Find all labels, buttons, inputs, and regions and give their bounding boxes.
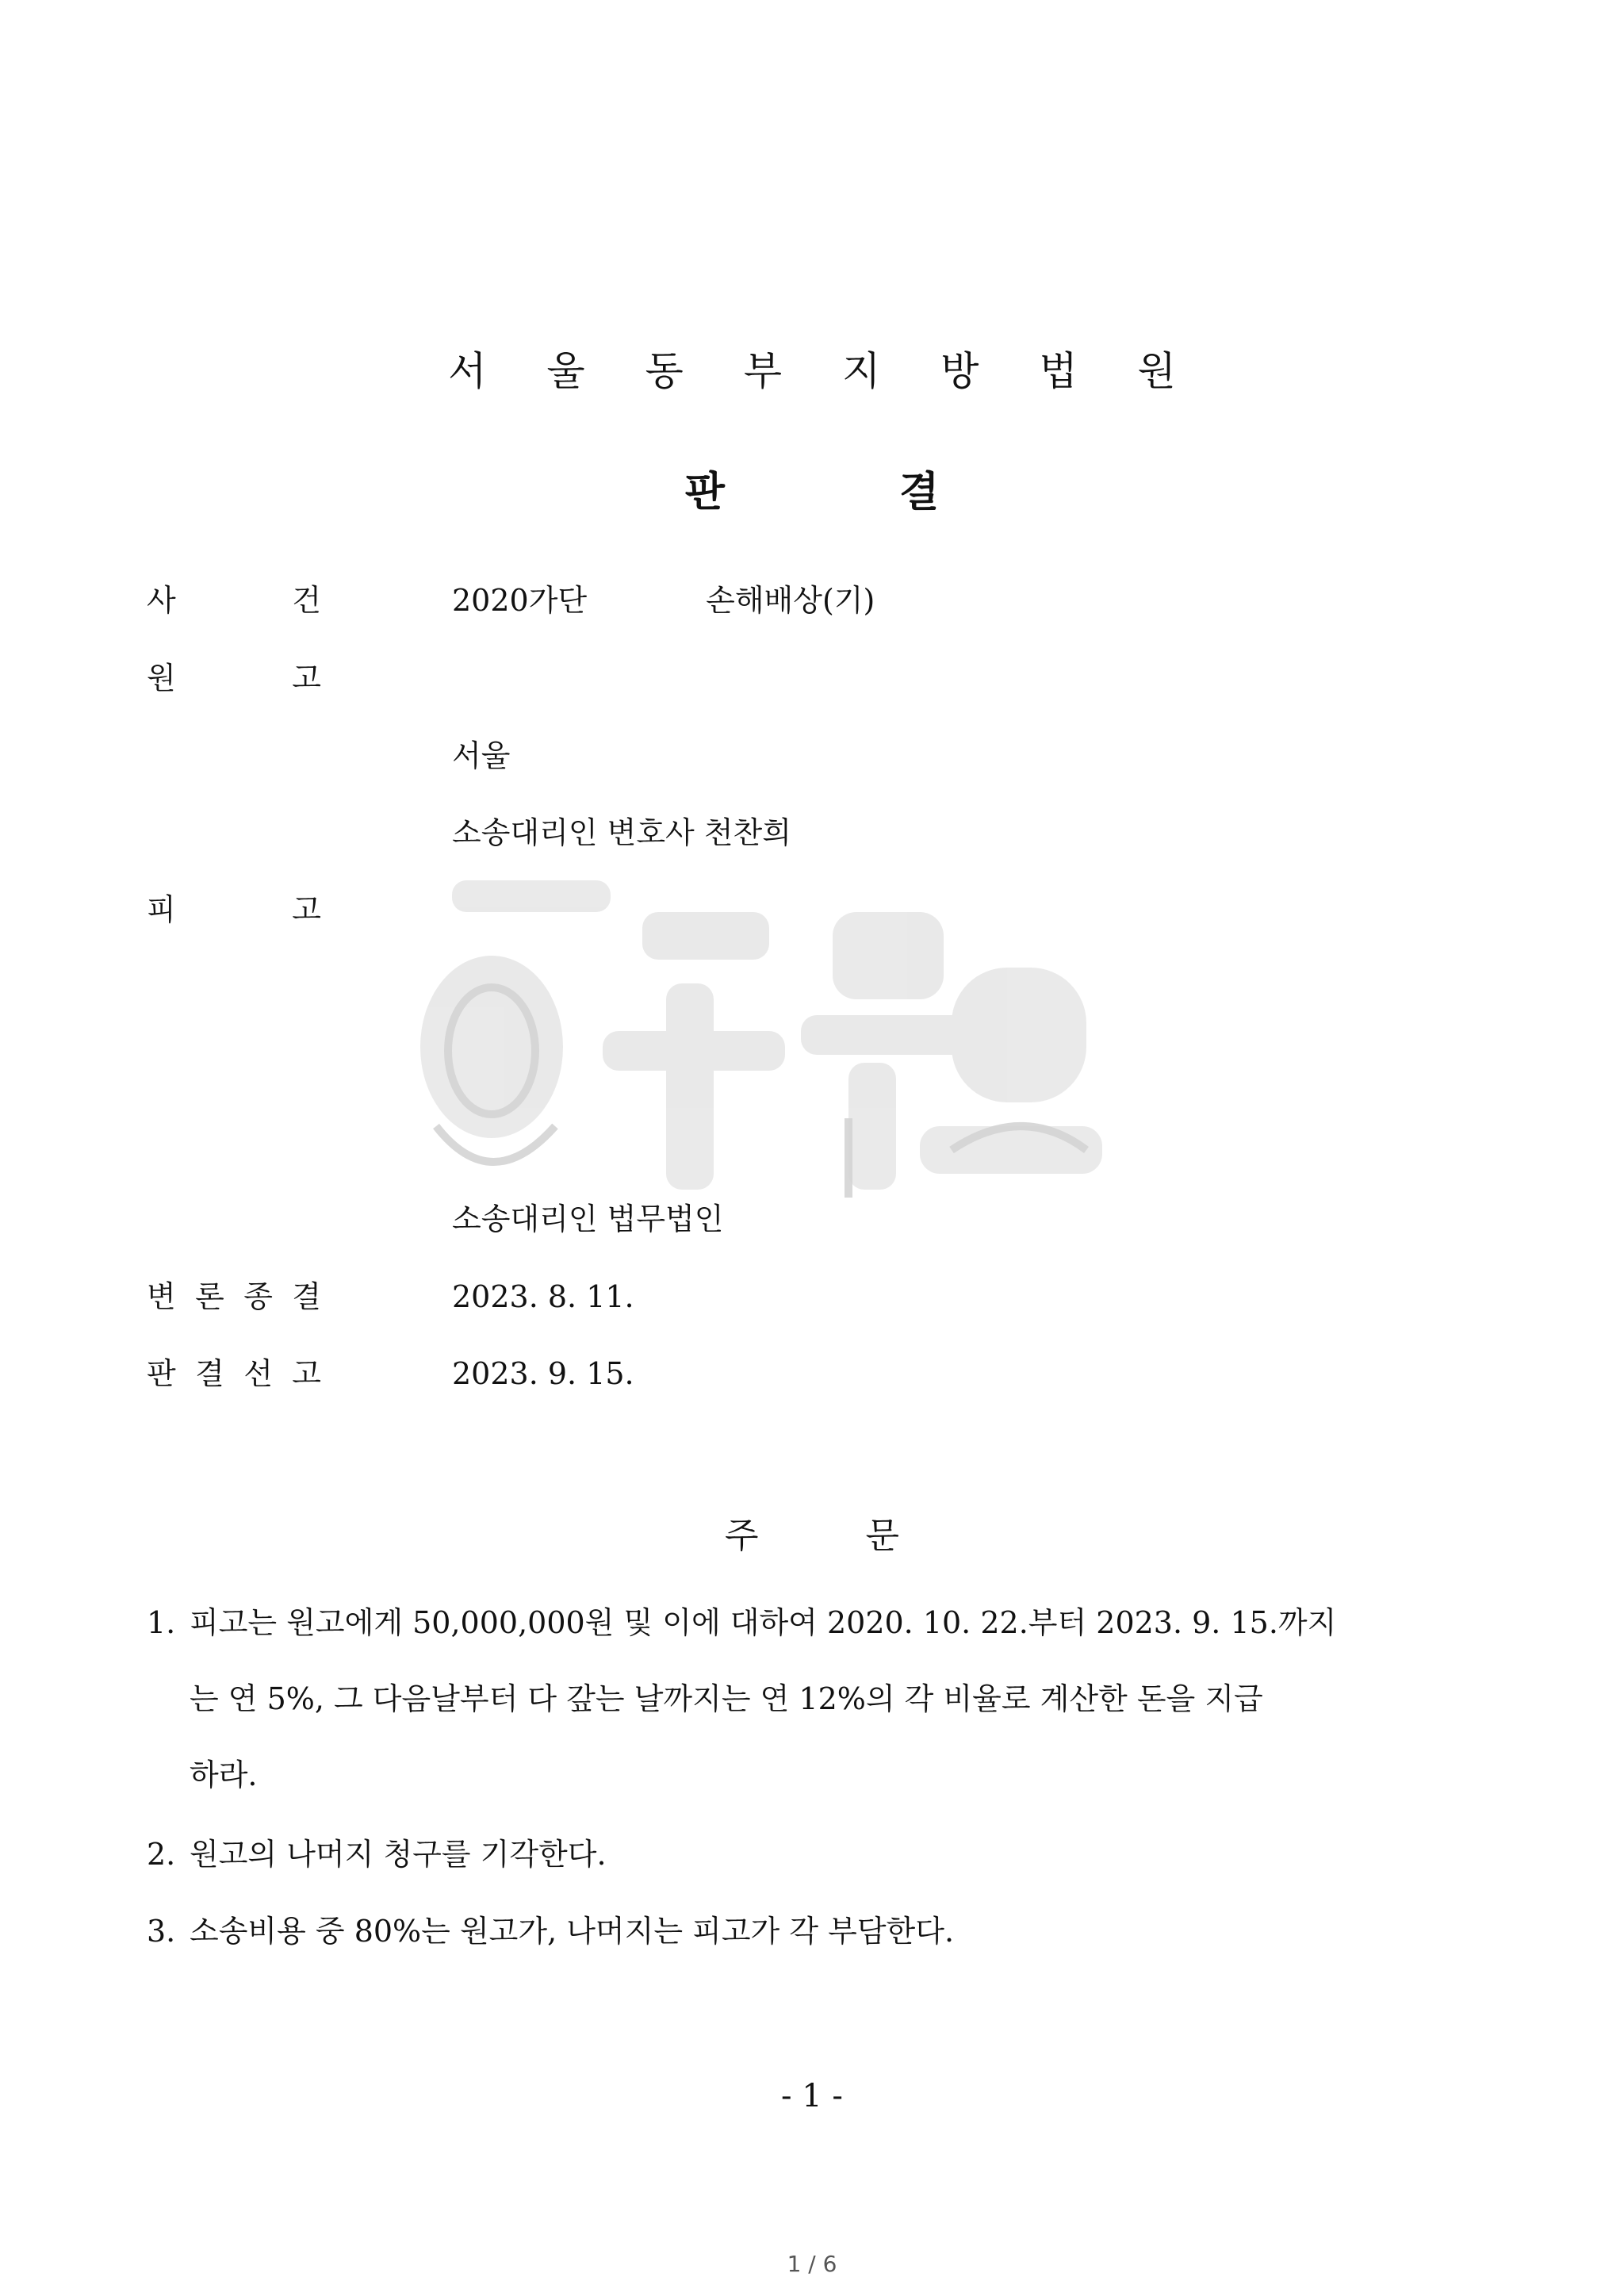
order-item-3 xyxy=(147,1893,1400,1969)
plaintiff-row xyxy=(147,654,1495,702)
order-item-line: 피고는 원고에게 50,000,000원 및 이에 대하여 2020. 10. 22.부터 2023. 9. 15.까지 xyxy=(190,1605,1337,1640)
court-name: 서 울 동 부 지 방 법 원 xyxy=(448,348,1200,394)
order-item-text: 원고의 나머지 청구를 기각한다. xyxy=(190,1837,607,1872)
judgment-label: 판 결 선 고 xyxy=(147,1356,321,1391)
document-title-right: 결 xyxy=(899,469,940,516)
document-title-left: 판 xyxy=(684,469,725,516)
page-counter: 1 / 6 xyxy=(787,2251,837,2277)
order-item-number: 2. xyxy=(147,1837,176,1872)
plaintiff-attorney: 소송대리인 변호사 천찬희 xyxy=(452,815,791,850)
closing-label: 변 론 종 결 xyxy=(147,1279,321,1314)
defendant-attorney: 소송대리인 법무법인 xyxy=(452,1202,724,1236)
plaintiff-label: 원 고 xyxy=(147,661,321,696)
order-title-left: 주 xyxy=(724,1516,759,1556)
order-title xyxy=(0,1507,1624,1558)
order-item-number: 3. xyxy=(147,1914,176,1949)
plaintiff-attorney-row xyxy=(147,809,1495,857)
judgment-row xyxy=(147,1350,1495,1397)
document-title xyxy=(0,458,1624,518)
case-name: 손해배상(기) xyxy=(706,583,875,618)
court-seal-watermark xyxy=(404,864,1134,1229)
order-item-2 xyxy=(147,1816,1400,1892)
defendant-attorney-row xyxy=(147,1195,1495,1243)
order-item-text: 소송비용 중 80%는 원고가, 나머지는 피고가 각 부담한다. xyxy=(190,1914,955,1949)
plaintiff-address: 서울 xyxy=(452,738,511,773)
case-number: 2020가단 xyxy=(452,583,588,618)
order-item-number: 1. xyxy=(147,1605,176,1640)
case-label: 사 건 xyxy=(147,583,321,618)
order-item-line: 하라. xyxy=(190,1757,258,1792)
order-item-1 xyxy=(147,1585,1400,1813)
closing-date: 2023. 8. 11. xyxy=(452,1279,634,1314)
closing-row xyxy=(147,1273,1495,1320)
order-title-right: 문 xyxy=(865,1516,900,1556)
order-item-line: 는 연 5%, 그 다음날부터 다 갚는 날까지는 연 12%의 각 비율로 계산한 돈을 지급 xyxy=(190,1681,1263,1716)
page-number: - 1 - xyxy=(781,2078,843,2114)
plaintiff-address-row xyxy=(147,732,1495,780)
case-row xyxy=(147,577,1495,624)
defendant-label: 피 고 xyxy=(147,892,321,927)
judgment-date: 2023. 9. 15. xyxy=(452,1356,634,1391)
case-value xyxy=(452,577,875,624)
